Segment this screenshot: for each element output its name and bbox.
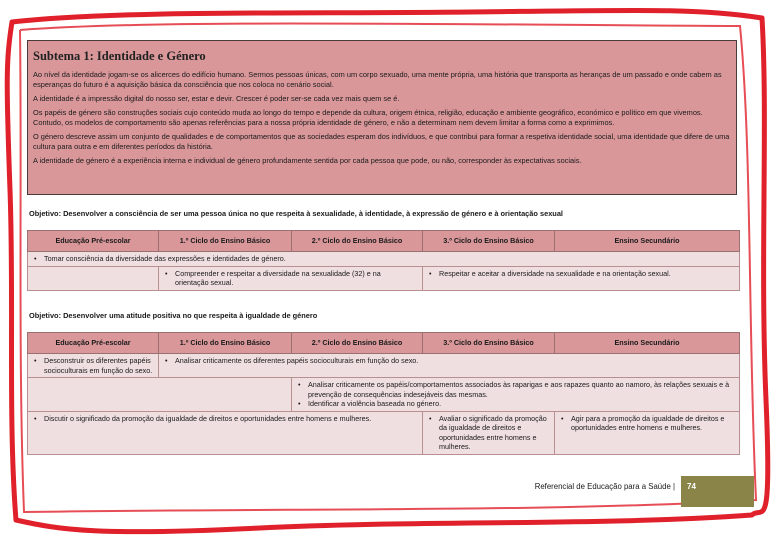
- intro-paragraph: Ao nível da identidade jogam-se os alicerces do edifício humano. Sermos pessoas únicas, com um corpo sexuado, uma mente própria, uma história que transporta as heranças de um passado e onde cabem as esperanças do futuro é a aquisição básica da consciência que nos coloca no cenário social.: [33, 70, 722, 89]
- table-cell: [28, 411, 423, 454]
- page-number: 74: [681, 476, 754, 507]
- table-cell: [159, 266, 423, 290]
- bullet-text: • Agir para a promoção da igualdade de direitos e oportunidades entre homens e mulheres.: [559, 414, 731, 433]
- bullet-text: • Analisar criticamente os papéis/comportamentos associados às raparigas e aos rapazes quanto ao namoro, às relações sexuais e à prevenção de consequências indesejáveis das mesmas.: [296, 380, 735, 399]
- table-cell: [423, 266, 740, 290]
- bullet-text: • Tomar consciência da diversidade das expressões e identidades de género.: [32, 254, 735, 264]
- bullet-text: • Identificar a violência baseada no género.: [296, 399, 735, 409]
- intro-paragraph: A identidade é a impressão digital do nosso ser, estar e devir. Crescer é poder ser-se cada vez mais quem se é.: [33, 94, 400, 103]
- column-header: Ensino Secundário: [555, 231, 740, 252]
- table-cell: [28, 354, 159, 378]
- table-cell: [28, 266, 159, 290]
- table-cell: [423, 411, 555, 454]
- objective-2-label: Objetivo: Desenvolver uma atitude positiva no que respeita à igualdade de género: [29, 311, 318, 320]
- column-header: 3.º Ciclo do Ensino Básico: [423, 231, 555, 252]
- intro-box: [27, 40, 737, 195]
- bullet-text: • Respeitar e aceitar a diversidade na sexualidade e na orientação sexual.: [427, 269, 735, 279]
- bullet-text: • Analisar criticamente os diferentes papéis socioculturais em função do sexo.: [163, 356, 735, 366]
- column-header: 2.º Ciclo do Ensino Básico: [292, 333, 423, 354]
- column-header: 3.º Ciclo do Ensino Básico: [423, 333, 555, 354]
- column-header: Educação Pré-escolar: [28, 333, 159, 354]
- column-header: 2.º Ciclo do Ensino Básico: [292, 231, 423, 252]
- column-header: 1.º Ciclo do Ensino Básico: [159, 231, 292, 252]
- intro-paragraph: Os papéis de género são construções sociais cujo conteúdo muda ao longo do tempo e depende da cultura, origem étnica, religião, educação e ambiente geográfico, económico e político em que vivemos. Contudo, os modelos de comportamento são apenas referências para a nossa própria identidade de género, e não a determinam nem devem limitar a forma como a exprimimos.: [33, 108, 703, 127]
- bullet-text: • Compreender e respeitar a diversidade na sexualidade (32) e na orientação sexual.: [163, 269, 405, 288]
- objective-1-table: [27, 230, 740, 291]
- table-cell: [555, 411, 740, 454]
- objective-2-table: [27, 332, 740, 455]
- column-header: Ensino Secundário: [555, 333, 740, 354]
- table-cell: [28, 252, 740, 267]
- intro-paragraph: A identidade de género é a experiência interna e individual de género profundamente sentida por cada pessoa que pode, ou não, corresponder às expectativas sociais.: [33, 156, 582, 165]
- document-page: [27, 40, 739, 510]
- column-header: 1.º Ciclo do Ensino Básico: [159, 333, 292, 354]
- footer-title: Referencial de Educação para a Saúde |: [534, 482, 675, 491]
- subtheme-title: Subtema 1: Identidade e Género: [33, 49, 206, 63]
- table-cell: [292, 378, 740, 412]
- bullet-text: • Avaliar o significado da promoção da igualdade de direitos e oportunidades entre homens e mulheres.: [427, 414, 550, 452]
- bullet-text: • Discutir o significado da promoção da igualdade de direitos e oportunidades entre homens e mulheres.: [32, 414, 374, 424]
- bullet-text: • Desconstruir os diferentes papéis socioculturais em função do sexo.: [32, 356, 154, 375]
- objective-1-label: Objetivo: Desenvolver a consciência de ser uma pessoa única no que respeita à sexualidade, à identidade, à expressão de género e à orientação sexual: [29, 209, 563, 218]
- column-header: Educação Pré-escolar: [28, 231, 159, 252]
- table-cell: [28, 378, 292, 412]
- intro-paragraph: O género descreve assim um conjunto de qualidades e de comportamentos que as sociedades esperam dos indivíduos, e que contribui para formar a respetiva identidade social, uma identidade que difere de uma cultura para outra e em diferentes períodos da história.: [33, 132, 730, 151]
- table-cell: [159, 354, 740, 378]
